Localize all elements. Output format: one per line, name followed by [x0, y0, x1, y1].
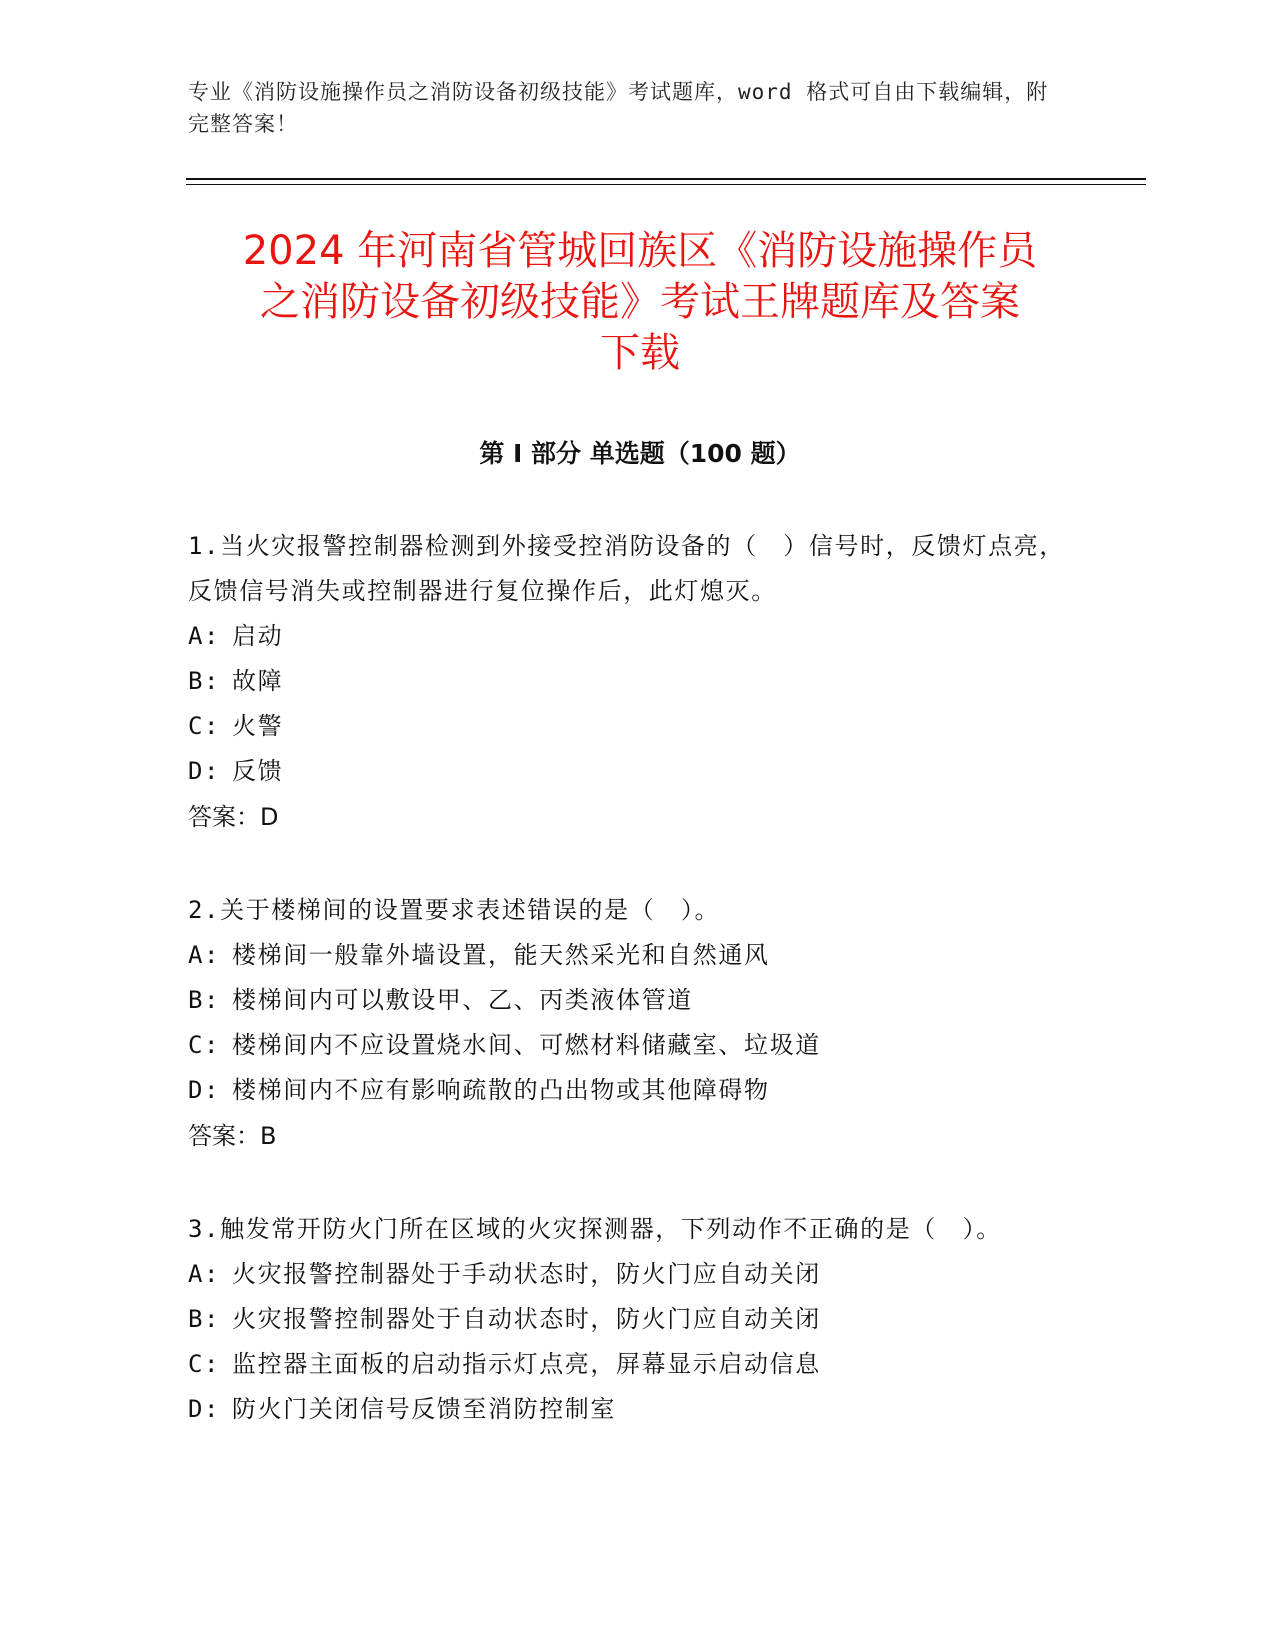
option-key: C: — [188, 712, 221, 740]
question-stem: 2.关于楼梯间的设置要求表述错误的是（ ）。 — [188, 896, 721, 924]
option-key: A: — [188, 941, 221, 969]
option-text: 启动 — [232, 622, 284, 650]
question-item — [188, 1207, 1078, 1432]
document-title — [180, 226, 1100, 379]
question-option — [188, 749, 1078, 794]
question-list — [188, 524, 1078, 1480]
question-option — [188, 704, 1078, 749]
option-text: 楼梯间内不应有影响疏散的凸出物或其他障碍物 — [232, 1076, 770, 1104]
section-title: 第 I 部分 单选题（100 题） — [479, 439, 801, 468]
option-key: D: — [188, 1395, 221, 1423]
option-text: 故障 — [232, 667, 284, 695]
option-text: 监控器主面板的启动指示灯点亮，屏幕显示启动信息 — [232, 1350, 821, 1378]
option-text: 火灾报警控制器处于手动状态时，防火门应自动关闭 — [232, 1260, 821, 1288]
question-option — [188, 1387, 1078, 1432]
question-option — [188, 1023, 1078, 1068]
question-option — [188, 1252, 1078, 1297]
option-text: 火警 — [232, 712, 284, 740]
question-option — [188, 1297, 1078, 1342]
option-key: D: — [188, 757, 221, 785]
option-key: C: — [188, 1350, 221, 1378]
question-item — [188, 888, 1078, 1159]
option-key: D: — [188, 1076, 221, 1104]
option-key: A: — [188, 622, 221, 650]
option-text: 楼梯间内不应设置烧水间、可燃材料储藏室、垃圾道 — [232, 1031, 821, 1059]
header-divider-thick — [186, 178, 1146, 180]
question-option — [188, 659, 1078, 704]
option-text: 火灾报警控制器处于自动状态时，防火门应自动关闭 — [232, 1305, 821, 1333]
question-stem: 1.当火灾报警控制器检测到外接受控消防设备的（ ）信号时，反馈灯点亮，反馈信号消失或控制器进行复位操作后，此灯熄灭。 — [188, 532, 1065, 605]
option-text: 楼梯间一般靠外墙设置，能天然采光和自然通风 — [232, 941, 770, 969]
option-text: 防火门关闭信号反馈至消防控制室 — [232, 1395, 616, 1423]
question-option — [188, 1342, 1078, 1387]
option-text: 楼梯间内可以敷设甲、乙、丙类液体管道 — [232, 986, 693, 1014]
option-key: C: — [188, 1031, 221, 1059]
question-option — [188, 1068, 1078, 1113]
option-key: B: — [188, 667, 221, 695]
document-title-line: 2024 年河南省管城回族区《消防设施操作员 — [242, 228, 1038, 274]
question-answer: 答案：D — [188, 803, 279, 831]
question-option — [188, 614, 1078, 659]
document-title-line: 下载 — [600, 330, 680, 376]
question-answer: 答案：B — [188, 1122, 277, 1150]
header-note: 专业《消防设施操作员之消防设备初级技能》考试题库，word 格式可自由下载编辑，附完整答案！ — [188, 80, 1049, 136]
question-stem: 3.触发常开防火门所在区域的火灾探测器，下列动作不正确的是（ ）。 — [188, 1215, 1002, 1243]
question-option — [188, 978, 1078, 1023]
option-key: B: — [188, 1305, 221, 1333]
document-title-line: 之消防设备初级技能》考试王牌题库及答案 — [260, 279, 1020, 325]
question-option — [188, 933, 1078, 978]
option-text: 反馈 — [232, 757, 284, 785]
option-key: B: — [188, 986, 221, 1014]
header-divider-thin — [186, 184, 1146, 185]
option-key: A: — [188, 1260, 221, 1288]
question-item — [188, 524, 1078, 840]
